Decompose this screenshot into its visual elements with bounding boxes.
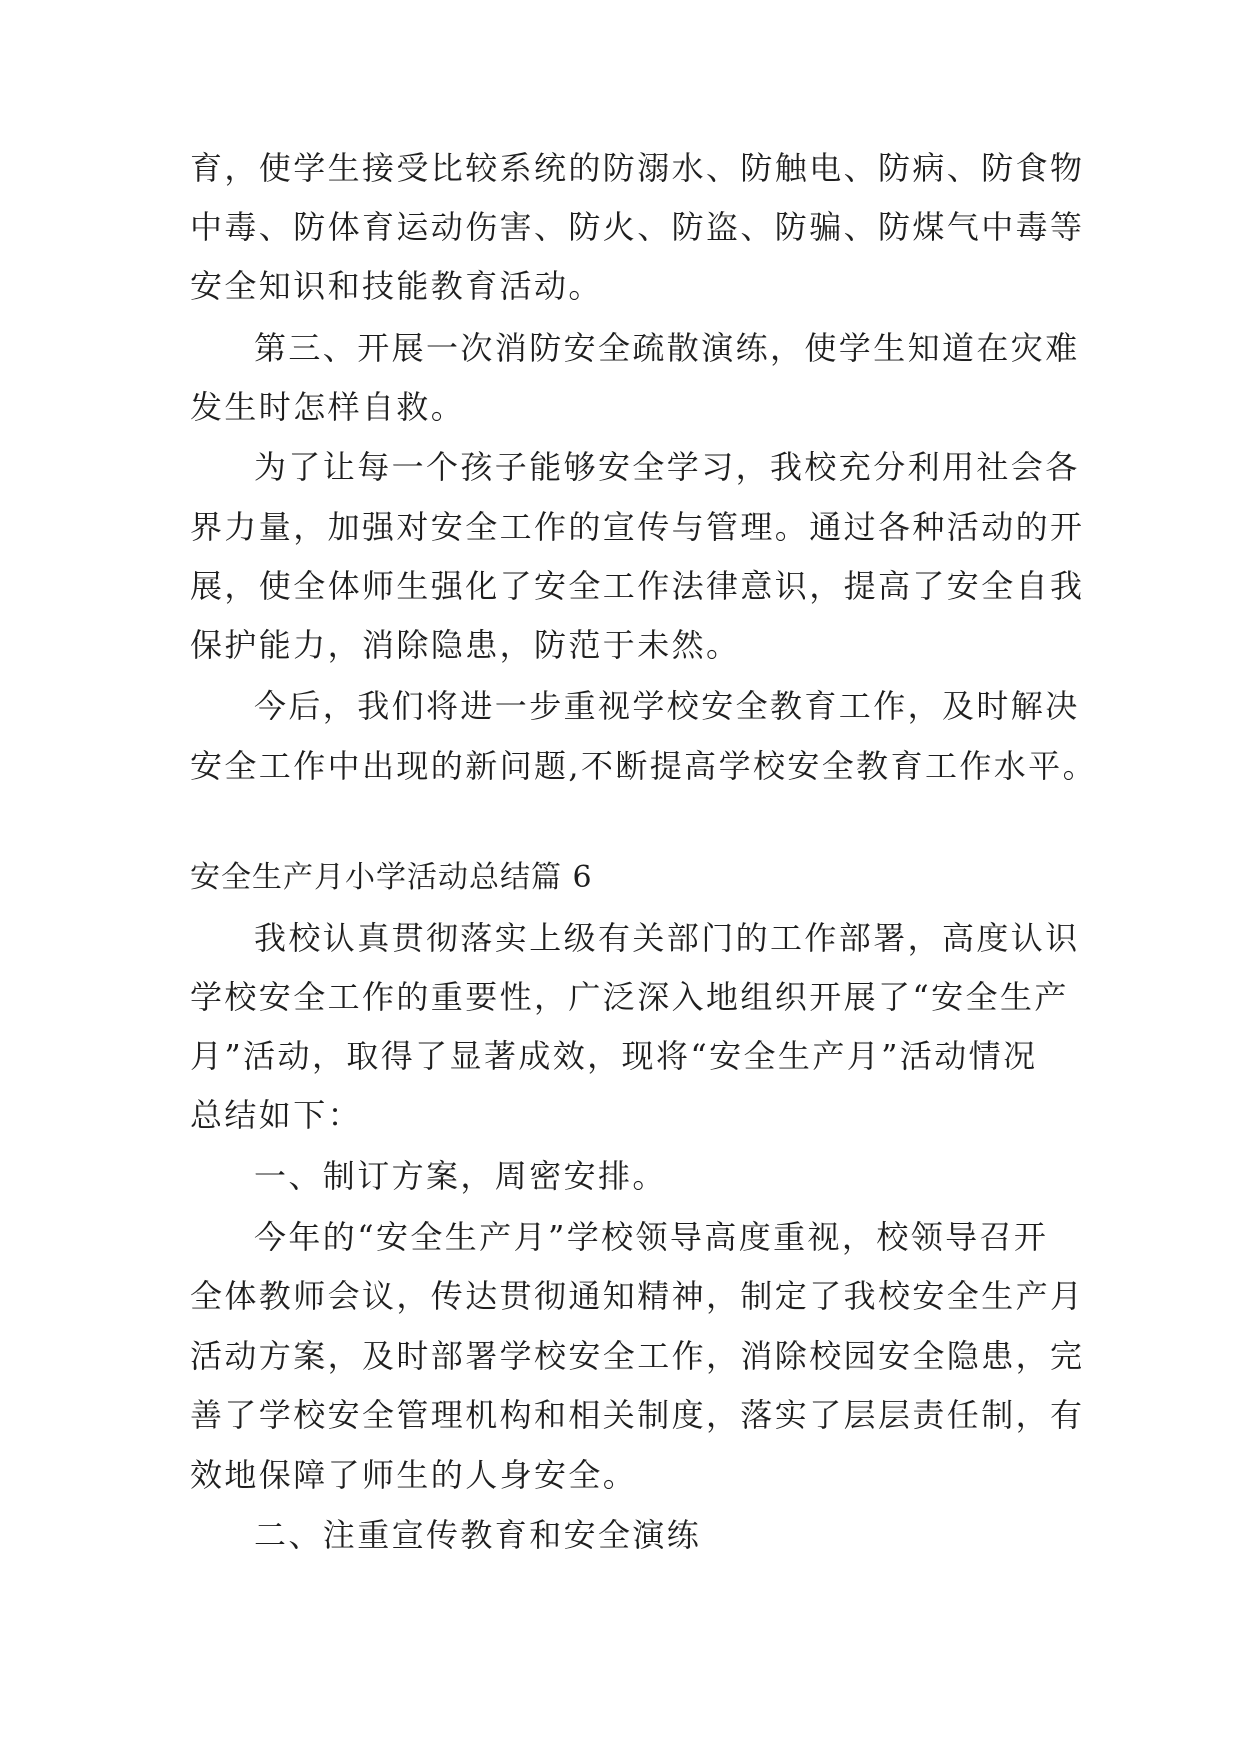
body-text-line: 总结如下： — [190, 1096, 363, 1134]
paragraph-first-line: 今后，我们将进一步重视学校安全教育工作，及时解决 — [254, 687, 1080, 725]
body-text-line: 展，使全体师生强化了安全工作法律意识，提高了安全自我 — [190, 567, 1085, 605]
paragraph-first-line: 第三、开展一次消防安全疏散演练，使学生知道在灾难 — [254, 329, 1080, 367]
body-text-line: 保护能力，消除隐患，防范于未然。 — [190, 626, 741, 664]
body-text-line: 善了学校安全管理机构和相关制度，落实了层层责任制，有 — [190, 1396, 1085, 1434]
section-heading: 安全生产月小学活动总结篇 6 — [190, 860, 593, 895]
body-text-line: 安全知识和技能教育活动。 — [190, 267, 603, 305]
paragraph-first-line: 一、制订方案，周密安排。 — [254, 1157, 667, 1195]
body-text-line: 月”活动，取得了显著成效，现将“安全生产月”活动情况 — [190, 1037, 1038, 1075]
paragraph-first-line: 今年的“安全生产月”学校领导高度重视，校领导召开 — [254, 1218, 1049, 1256]
body-text-line: 界力量，加强对安全工作的宣传与管理。通过各种活动的开 — [190, 508, 1085, 546]
body-text-line: 育，使学生接受比较系统的防溺水、防触电、防病、防食物 — [190, 149, 1085, 187]
body-text-line: 效地保障了师生的人身安全。 — [190, 1456, 638, 1494]
body-text-line: 中毒、防体育运动伤害、防火、防盗、防骗、防煤气中毒等 — [190, 208, 1085, 246]
paragraph-first-line: 二、注重宣传教育和安全演练 — [254, 1516, 702, 1554]
body-text-line: 活动方案，及时部署学校安全工作，消除校园安全隐患，完 — [190, 1337, 1085, 1375]
paragraph-first-line: 我校认真贯彻落实上级有关部门的工作部署，高度认识 — [254, 919, 1080, 957]
body-text-line: 发生时怎样自救。 — [190, 388, 466, 426]
body-text-line: 学校安全工作的重要性，广泛深入地组织开展了“安全生产 — [190, 978, 1069, 1016]
body-text-line: 安全工作中出现的新问题,不断提高学校安全教育工作水平。 — [190, 747, 1097, 785]
body-text-line: 全体教师会议，传达贯彻通知精神，制定了我校安全生产月 — [190, 1277, 1085, 1315]
paragraph-first-line: 为了让每一个孩子能够安全学习，我校充分利用社会各 — [254, 448, 1080, 486]
